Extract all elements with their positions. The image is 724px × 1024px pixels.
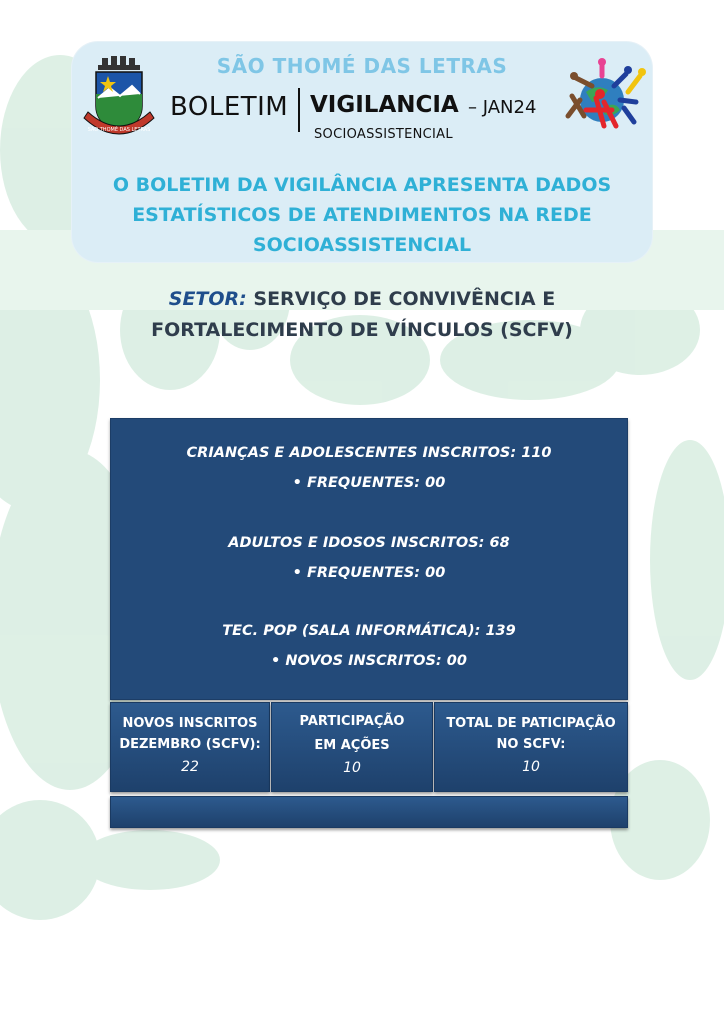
- box-label: NO SCFV:: [496, 737, 566, 752]
- coat-of-arms-banner-text: SÃO THOMÉ DAS LETRAS: [87, 127, 151, 133]
- title-month: – JAN24: [468, 97, 537, 118]
- stat-line: • FREQUENTES: 00: [292, 475, 446, 491]
- box-label: TOTAL DE PATICIPAÇÃO: [446, 716, 616, 731]
- header-description-line: O BOLETIM DA VIGILÂNCIA APRESENTA DADOS: [112, 174, 612, 196]
- box-new-enrollments: [110, 702, 270, 792]
- footer-bar: [110, 796, 628, 828]
- header-description: [86, 170, 638, 260]
- box-label: EM AÇÕES: [314, 738, 390, 753]
- bulletin-title: [0, 88, 724, 148]
- box-total-participation: [434, 702, 628, 792]
- title-boletim: BOLETIM: [170, 92, 289, 122]
- title-subtitle: SOCIOASSISTENCIAL: [314, 127, 453, 142]
- sector-label: SETOR:: [168, 288, 247, 310]
- title-divider: [298, 88, 300, 132]
- sector-heading: [100, 284, 624, 346]
- stat-line: CRIANÇAS E ADOLESCENTES INSCRITOS: 110: [186, 445, 552, 461]
- title-vigilancia: VIGILANCIA: [310, 92, 459, 118]
- header-description-line: ESTATÍSTICOS DE ATENDIMENTOS NA REDE: [132, 204, 592, 226]
- box-participation-actions: [271, 702, 433, 792]
- box-value: 22: [181, 759, 199, 775]
- box-value: 10: [522, 759, 540, 775]
- box-label: NOVOS INSCRITOS: [122, 716, 258, 731]
- stat-line: ADULTOS E IDOSOS INSCRITOS: 68: [228, 535, 510, 551]
- header-description-line: SOCIOASSISTENCIAL: [252, 234, 472, 256]
- box-value: 10: [343, 760, 361, 776]
- stat-line: TEC. POP (SALA INFORMÁTICA): 139: [222, 623, 516, 639]
- stat-line: • FREQUENTES: 00: [292, 565, 446, 581]
- city-name: SÃO THOMÉ DAS LETRAS: [216, 54, 508, 78]
- box-label: DEZEMBRO (SCFV):: [119, 737, 261, 752]
- stats-panel: [110, 418, 628, 700]
- stat-line: • NOVOS INSCRITOS: 00: [271, 653, 467, 669]
- sector-name-line2: FORTALECIMENTO DE VÍNCULOS (SCFV): [151, 319, 573, 341]
- sector-name-line1: SERVIÇO DE CONVIVÊNCIA E: [246, 288, 556, 310]
- box-label: PARTICIPAÇÃO: [299, 714, 405, 729]
